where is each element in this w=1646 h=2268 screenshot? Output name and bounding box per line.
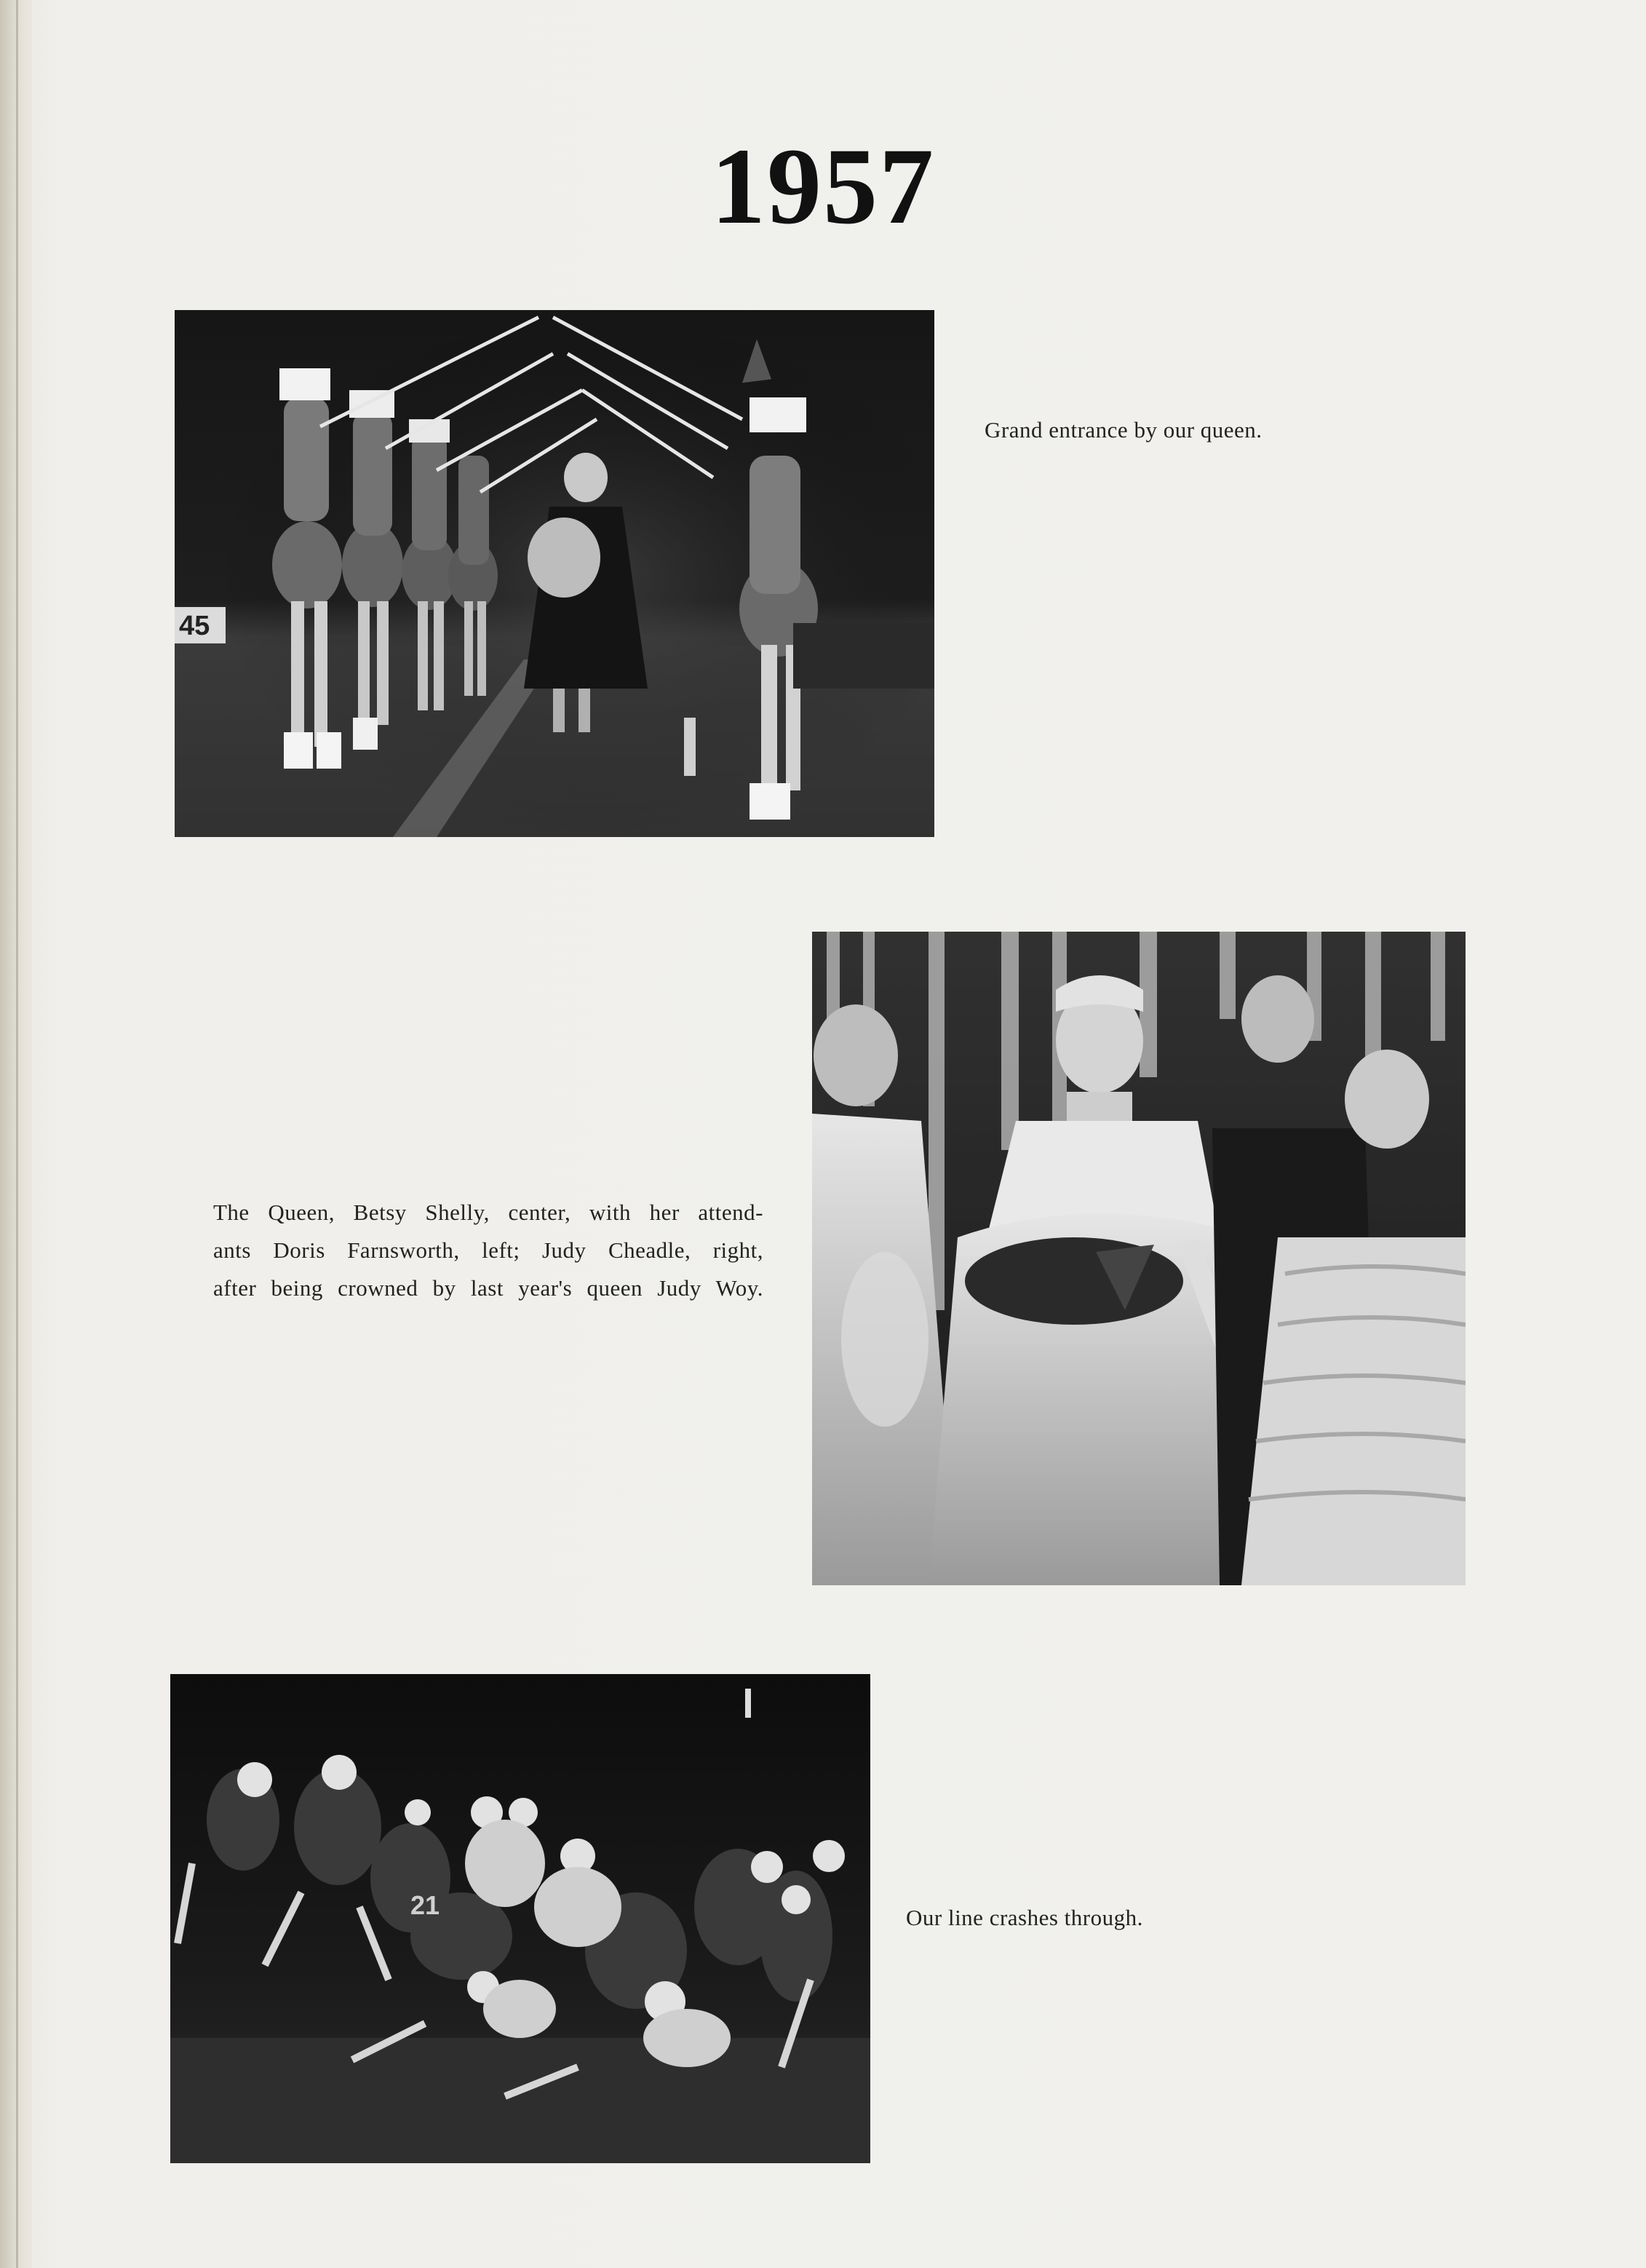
caption-football-line: Our line crashes through. (906, 1905, 1143, 1930)
jersey-number: 21 (410, 1890, 440, 1920)
caption-queen-attendants (213, 1194, 763, 1307)
photo-grand-entrance (175, 310, 934, 837)
yard-marker-label: 45 (179, 611, 210, 641)
caption-grand-entrance: Grand entrance by our queen. (985, 417, 1263, 443)
photo-football-line (170, 1674, 870, 2163)
caption-queen-line-1: The Queen, Betsy Shelly, center, with her attend- (213, 1200, 763, 1225)
binding-crease (16, 0, 18, 2268)
photo-queen-attendants (812, 932, 1466, 1585)
page-year-heading: 1957 (711, 126, 935, 247)
caption-queen-line-2: ants Doris Farnsworth, left; Judy Cheadle, right, (213, 1237, 763, 1263)
caption-queen-line-3: after being crowned by last year's queen Judy Woy. (213, 1275, 763, 1301)
